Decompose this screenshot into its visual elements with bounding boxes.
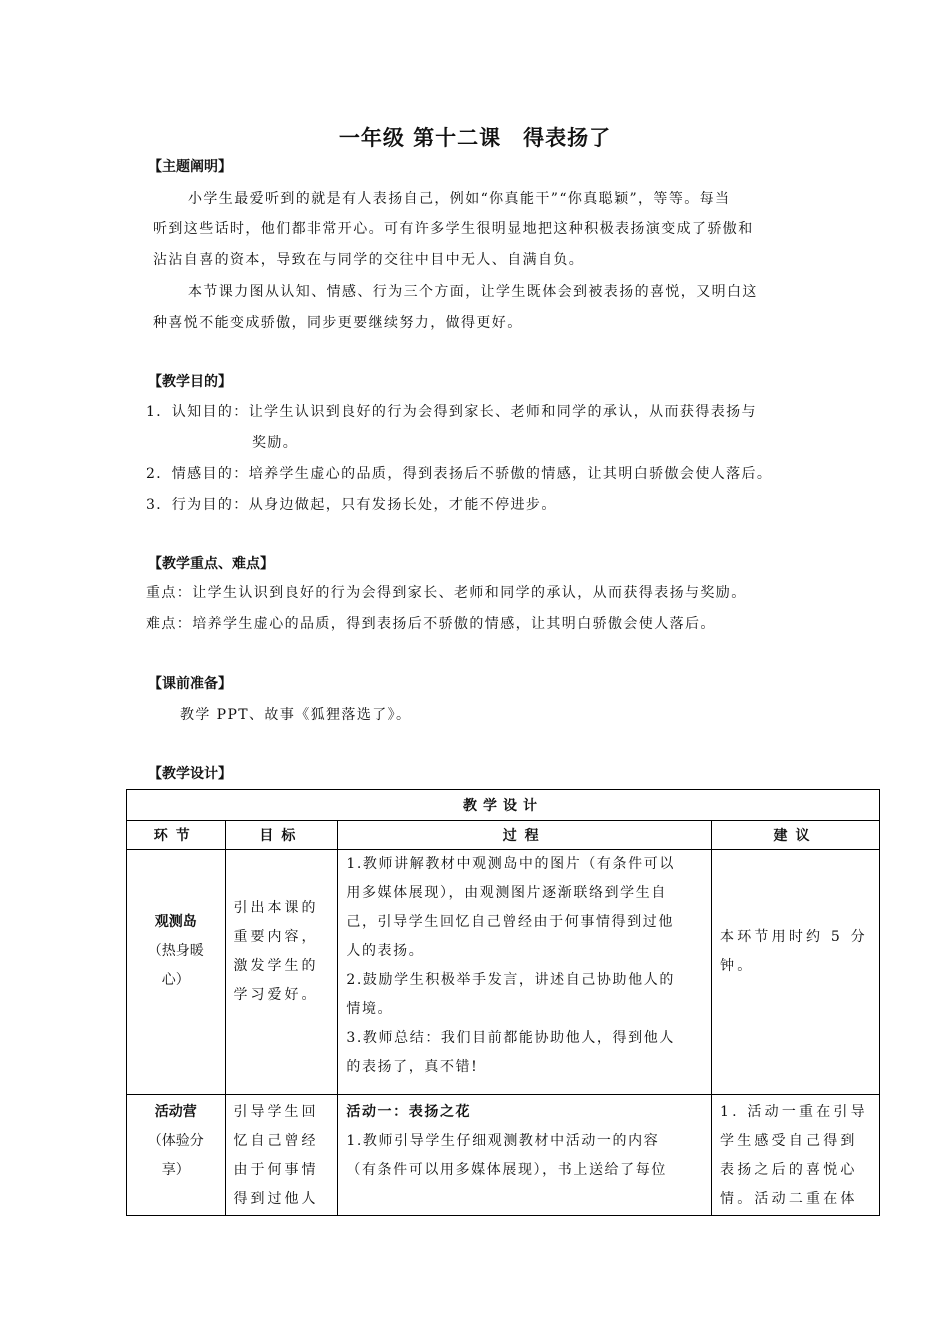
design-heading: 【教学设计】 — [148, 766, 232, 782]
objectives-heading: 【教学目的】 — [148, 374, 232, 390]
goal-line: 由于何事情 — [233, 1162, 319, 1178]
process-line: 的表扬了，真不错! — [346, 1059, 479, 1075]
goal-line: 得到过他人 — [233, 1191, 319, 1207]
stage-sub: 心） — [161, 972, 190, 988]
goal-line: 激发学生的 — [233, 958, 319, 974]
suggestion-cell — [712, 1095, 880, 1216]
activity-title: 活动一：表扬之花 — [346, 1104, 472, 1120]
theme-line-4: 本节课力图从认知、情感、行为三个方面，让学生既体会到被表扬的喜悦，又明白这 — [188, 284, 758, 300]
goal-line: 忆自己曾经 — [233, 1133, 319, 1149]
process-line: 人的表扬。 — [346, 943, 425, 959]
objective-1 — [146, 400, 757, 424]
key-points-heading: 【教学重点、难点】 — [148, 556, 274, 572]
table-row — [127, 1095, 880, 1216]
suggestion-line: 表扬之后的喜悦心 — [720, 1162, 858, 1178]
objective-1-continued: 奖励。 — [252, 435, 299, 451]
table-row — [127, 850, 880, 1095]
suggestion-line: 情。活动二重在体 — [720, 1191, 858, 1207]
objective-text: 培养学生虚心的品质，得到表扬后不骄傲的情感，让其明白骄傲会使人落后。 — [248, 466, 773, 482]
objective-label: 3．行为目的： — [146, 497, 249, 513]
objective-2 — [146, 462, 772, 486]
stage-name: 观测岛 — [154, 914, 197, 930]
objective-text: 从身边做起，只有发扬长处，才能不停进步。 — [248, 497, 557, 513]
objective-label: 1．认知目的： — [146, 404, 249, 420]
suggestion-line: 1. 活动一重在引导 — [720, 1104, 868, 1120]
theme-line-1: 小学生最爱听到的就是有人表扬自己，例如“你真能干”“你真聪颖”，等等。每当 — [188, 191, 731, 207]
header-suggestion: 建议 — [712, 821, 880, 850]
suggestion-cell — [712, 850, 880, 1095]
stage-sub: 享） — [161, 1162, 190, 1178]
preparation-heading: 【课前准备】 — [148, 676, 232, 692]
suggestion-line: 钟。 — [720, 958, 755, 974]
header-process: 过程 — [338, 821, 712, 850]
theme-line-3: 沾沾自喜的资本，导致在与同学的交往中目中无人、自满自负。 — [153, 252, 585, 268]
goal-cell — [225, 850, 338, 1095]
suggestion-line: 学生感受自己得到 — [720, 1133, 858, 1149]
stage-cell — [127, 850, 226, 1095]
process-line: 1.教师引导学生仔细观测教材中活动一的内容 — [346, 1133, 660, 1149]
theme-heading: 【主题阐明】 — [148, 159, 232, 175]
process-line: 2.鼓励学生积极举手发言，讲述自己协助他人的 — [346, 972, 675, 988]
table-caption-row — [127, 790, 880, 821]
page-title: 一年级 第十二课 得表扬了 — [338, 126, 612, 150]
goal-line: 重要内容， — [233, 929, 319, 945]
process-line: 1.教师讲解教材中观测岛中的图片（有条件可以 — [346, 856, 675, 872]
process-line: 情境。 — [346, 1001, 394, 1017]
theme-line-2: 听到这些话时，他们都非常开心。可有许多学生很明显地把这种积极表扬演变成了骄傲和 — [153, 221, 754, 237]
teaching-design-table — [126, 789, 880, 1216]
objective-text: 让学生认识到良好的行为会得到家长、老师和同学的承认，从而获得表扬与 — [248, 404, 757, 420]
stage-sub: （热身暖 — [147, 943, 204, 959]
header-goal: 目标 — [225, 821, 338, 850]
objective-label: 2．情感目的： — [146, 466, 249, 482]
stage-cell — [127, 1095, 226, 1216]
table-caption: 教学设计 — [127, 790, 880, 821]
preparation-text: 教学 PPT、故事《狐狸落选了》。 — [180, 707, 412, 723]
goal-line: 学习爱好。 — [233, 987, 319, 1003]
theme-line-5: 种喜悦不能变成骄傲，同步更要继续努力，做得更好。 — [153, 315, 523, 331]
process-cell — [338, 1095, 712, 1216]
process-cell — [338, 850, 712, 1095]
key-point-line: 重点：让学生认识到良好的行为会得到家长、老师和同学的承认，从而获得表扬与奖励。 — [146, 585, 747, 601]
process-line: 3.教师总结：我们目前都能协助他人，得到他人 — [346, 1030, 675, 1046]
goal-line: 引出本课的 — [233, 900, 319, 916]
stage-sub: （体验分 — [147, 1133, 204, 1149]
process-line: 用多媒体展现），由观测图片逐渐联络到学生自 — [346, 885, 667, 901]
goal-cell — [225, 1095, 338, 1216]
stage-name: 活动营 — [154, 1104, 197, 1120]
objective-3 — [146, 493, 557, 517]
header-stage: 环节 — [127, 821, 226, 850]
table-header-row — [127, 821, 880, 850]
process-line: 己，引导学生回忆自己曾经由于何事情得到过他 — [346, 914, 674, 930]
goal-line: 引导学生回 — [233, 1104, 319, 1120]
suggestion-line: 本环节用时约 5 分 — [720, 929, 868, 945]
process-line: （有条件可以用多媒体展现），书上送给了每位 — [346, 1162, 667, 1178]
difficulty-line: 难点：培养学生虚心的品质，得到表扬后不骄傲的情感，让其明白骄傲会使人落后。 — [146, 616, 716, 632]
